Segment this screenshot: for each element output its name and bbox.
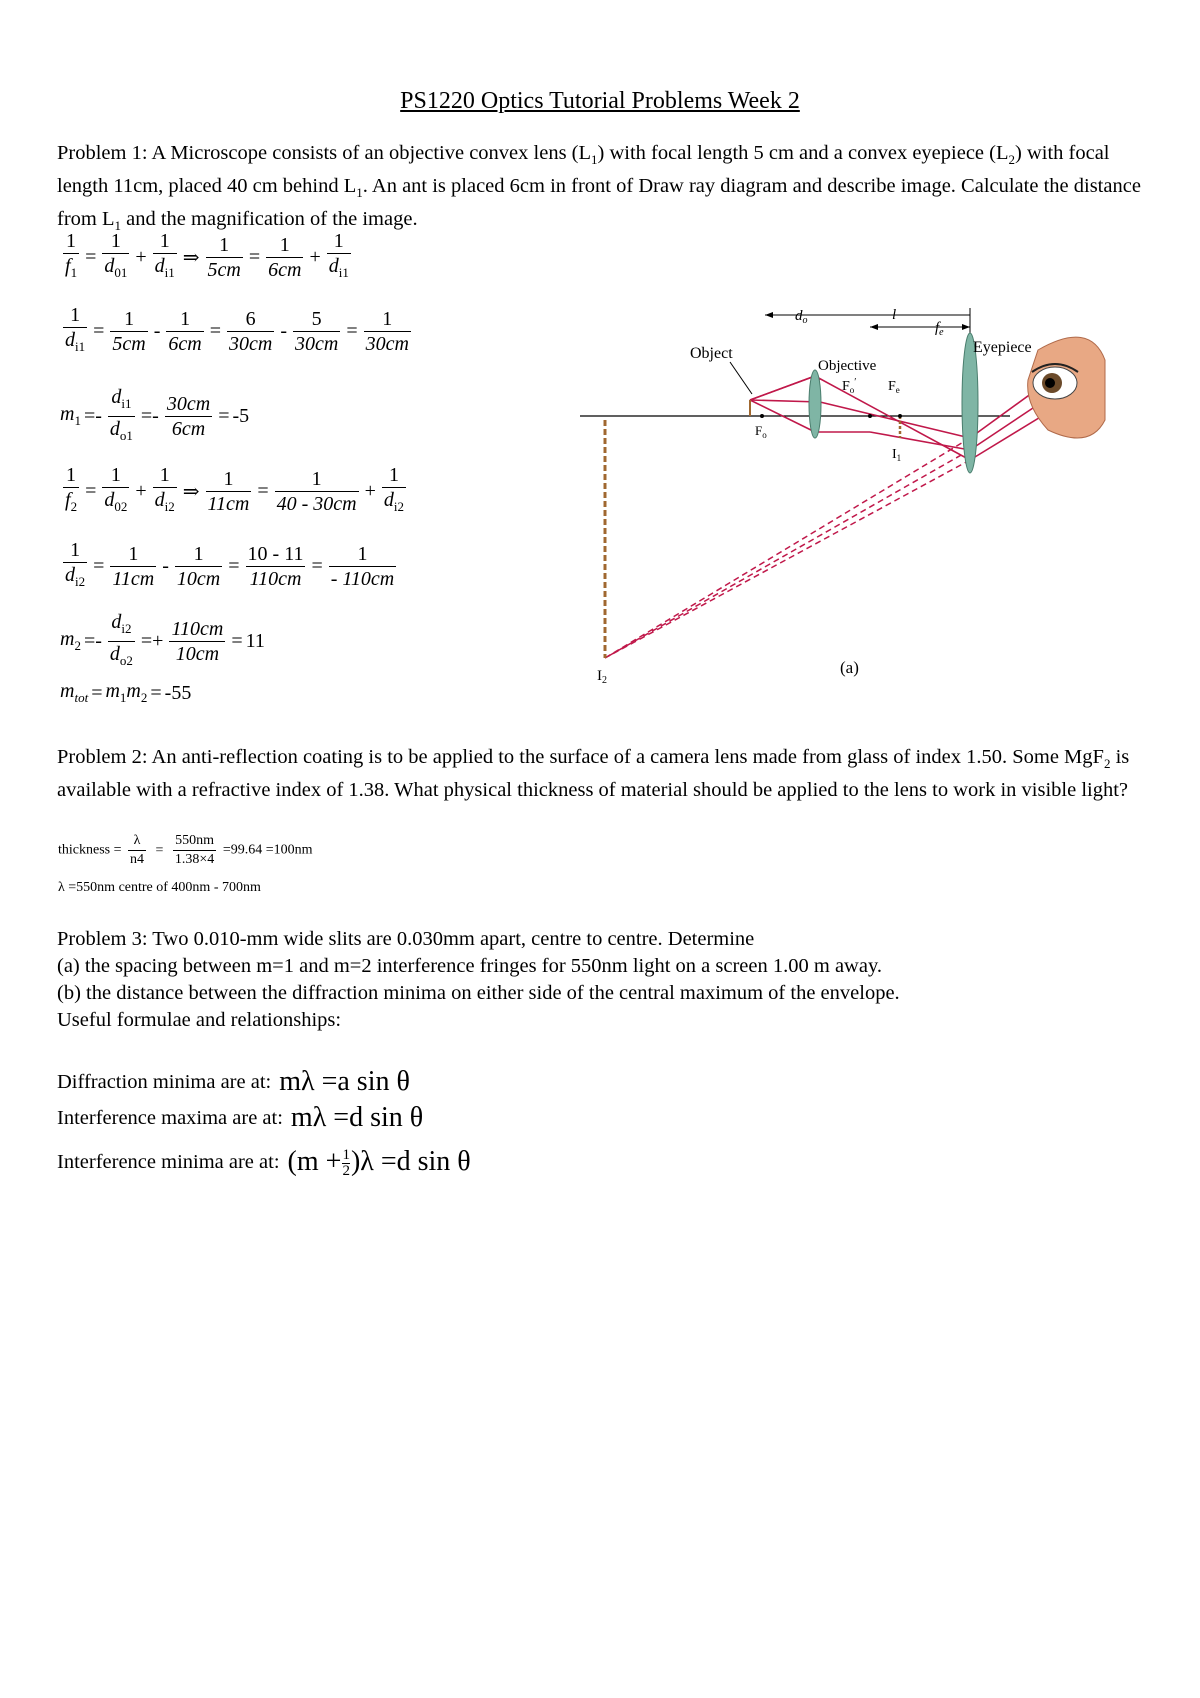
object-label: Object — [690, 345, 733, 362]
wavelength-note: λ =550nm centre of 400nm - 700nm — [58, 880, 261, 895]
microscope-ray-diagram — [570, 290, 1110, 690]
eye-icon — [1028, 337, 1105, 438]
equation-5: $\frac{1}{d_{i2}}$ = $\frac{1}{11cm}$ - $\frac{1}{10cm}$ = $\frac{10 - 11}{110cm}$ = $\frac{1}{- 110cm}$ — [65, 539, 395, 590]
thickness-formula: thickness = $\frac{\lambda}{n4}$ = $\frac{550nm}{1.38\times 4}$ =99.64 =100nm — [58, 833, 313, 867]
equation-4: $\frac{1}{f_2}$ = $\frac{1}{d_{02}}$ + $\frac{1}{d_{i2}}$ ⇒ $\frac{1}{11cm}$ = $\frac{1}{40 - 30cm}$ + $\frac{1}{d_{i2}}$ — [65, 464, 405, 515]
part-a-label: (a) — [840, 658, 859, 677]
problem-3-text: Problem 3: Two 0.010-mm wide slits are 0.030mm apart, centre to centre. Determine (a) the spacing between m=1 and m=2 interference fringes for 550nm light on a screen 1.00 m away. (b) the distance between the diffraction minima on either side of the central maximum of the envelope. Useful formulae and relationships: — [57, 928, 900, 1031]
problem-1-text: Problem 1: A Microscope consists of an objective convex lens $(L_1)$ with focal length 5 cm and a convex eyepiece $(L_2)$ with focal length 11cm, placed 40 cm behind $L_1$. An ant is placed 6cm in front of Draw ray diagram and describe image. Calculate the distance from $L_1$ and the magnification of the image. — [57, 142, 1141, 234]
equation-7: $m_{tot}$ = $m_1m_2$ = -55 — [60, 680, 192, 705]
problem-2-text: Problem 2: An anti-reflection coating is to be applied to the surface of a camera lens made from glass of index 1.50. Some MgF$_2$ is available with a refractive index of 1.38. What physical thickness of material should be applied to the lens to work in visible light? — [57, 746, 1130, 802]
i1-label: $I_1$ — [892, 447, 902, 463]
fe-label: $F_e$ — [888, 379, 900, 395]
l-label: l — [892, 307, 897, 323]
page-title: PS1220 Optics Tutorial Problems Week 2 — [400, 88, 800, 114]
fo-prime-label: $F_o'$ — [842, 377, 857, 395]
d-o-label: $d_o$ — [795, 308, 808, 326]
fe-dimension-label: $f_e$ — [935, 320, 944, 338]
equation-2: $\frac{1}{d_{i1}}$ = $\frac{1}{5cm}$ - $\frac{1}{6cm}$ = $\frac{6}{30cm}$ - $\frac{5}{30cm}$ = $\frac{1}{30cm}$ — [65, 304, 409, 355]
interference-maxima-formula: Interference maxima are at: mλ =d sin θ — [57, 1102, 424, 1133]
i2-label: $I_2$ — [597, 668, 607, 686]
equation-6: $m_2$ =- $\frac{d_{i2}}{d_{o2}}$ =+ $\frac{110cm}{10cm}$ = 11 — [60, 610, 265, 668]
fo-label: $F_o$ — [755, 423, 767, 440]
equation-3: $m_1$ =- $\frac{d_{i1}}{d_{o1}}$ =- $\frac{30cm}{6cm}$ = -5 — [60, 385, 250, 443]
interference-minima-formula: Interference minima are at: (m + $\frac{1}{2}$ )λ =d sin θ — [57, 1146, 471, 1180]
rays — [750, 376, 1065, 460]
equation-1: $\frac{1}{f_1}$ = $\frac{1}{d_{01}}$ + $\frac{1}{d_{i1}}$ ⇒ $\frac{1}{5cm}$ = $\frac{1}{6cm}$ + $\frac{1}{d_{i1}}$ — [65, 230, 349, 281]
eyepiece-label: Eyepiece — [973, 339, 1032, 356]
diffraction-minima-formula: Diffraction minima are at: mλ =a sin θ — [57, 1066, 410, 1097]
virtual-rays — [605, 438, 970, 658]
objective-label: Objective — [818, 358, 877, 374]
objective-lens — [809, 370, 821, 438]
